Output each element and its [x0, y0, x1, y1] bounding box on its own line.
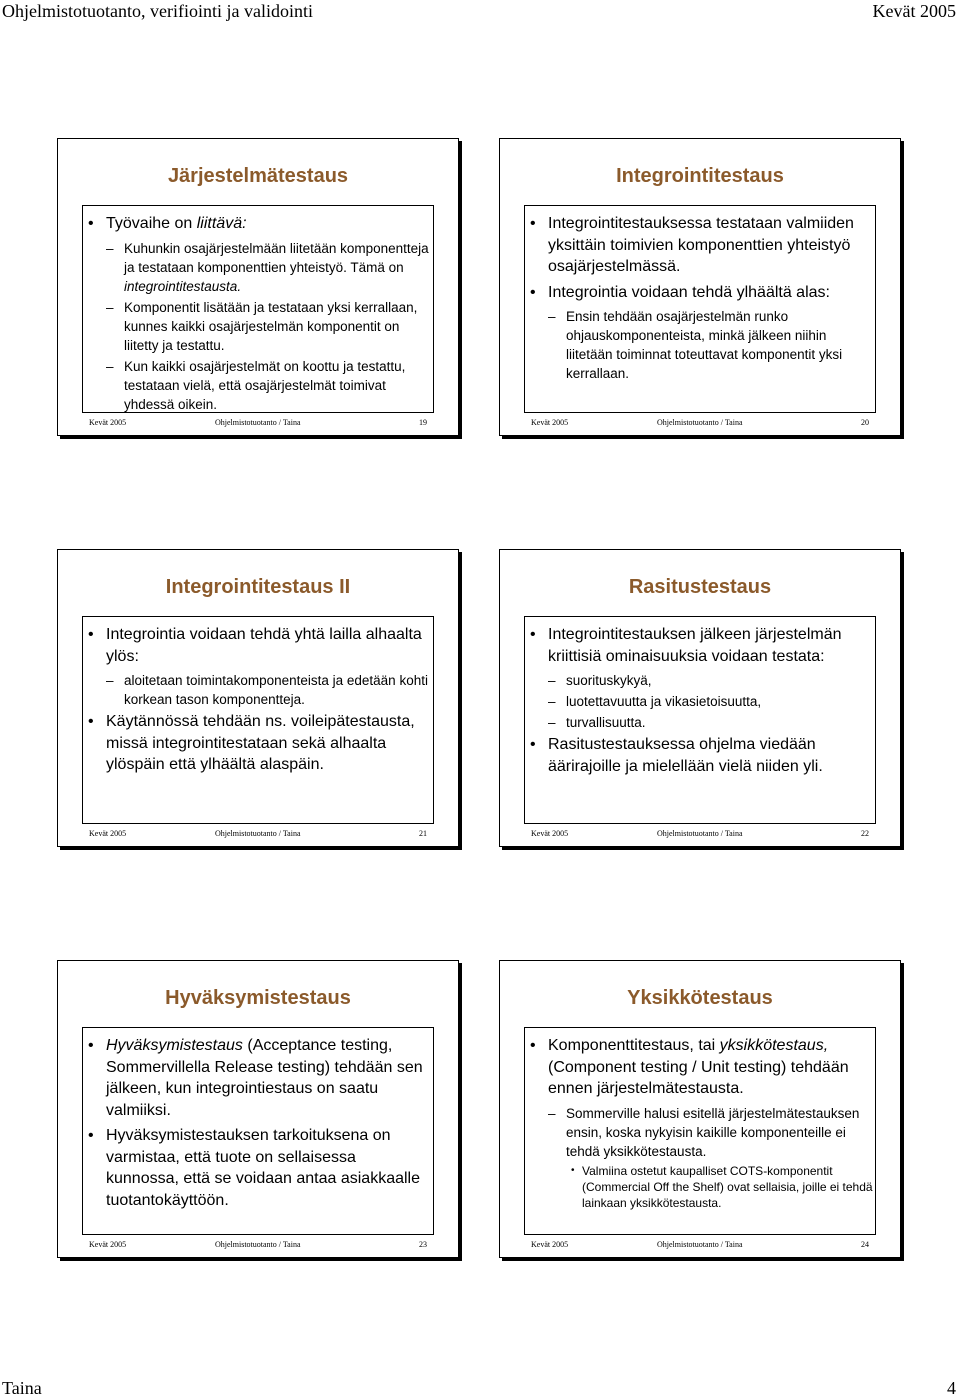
sub-bullet: – suorituskykyä,: [530, 671, 875, 690]
slide-footer: [89, 829, 427, 841]
slide-content: [88, 624, 433, 780]
slide-footer-term: Kevät 2005: [531, 1240, 569, 1249]
slide-title: Yksikkötestaus: [627, 987, 773, 1009]
slide-number: 19: [419, 418, 427, 427]
slide-21: [57, 549, 459, 847]
slide-number: 21: [419, 829, 427, 838]
bullet: [88, 1035, 433, 1121]
slide-22: [499, 549, 901, 847]
slide-footer: [89, 418, 427, 430]
slide-19: [57, 138, 459, 436]
bullet-text: Komponenttitestaus, tai: [548, 1037, 720, 1054]
bullet: • Hyväksymistestauksen tarkoituksena on varmistaa, että tuote on sellaisessa kunnossa, että se voidaan antaa asiakkaalle tuotantokäyttöön.: [88, 1125, 433, 1211]
slide-footer-course: Ohjelmistotuotanto / Taina: [215, 1240, 301, 1249]
bullet: • Integrointitestauksessa testataan valmiiden yksittäin toimivien komponenttien yhteistyö osajärjestelmässä.: [530, 213, 875, 278]
sub-bullet-text: Kuhunkin osajärjestelmään liitetään komponentteja ja testataan komponenttien yhteistyö. Tämä on: [124, 240, 429, 275]
slide-content: [88, 213, 433, 416]
bullet-text: Työvaihe on: [106, 215, 197, 232]
slide-title: Hyväksymistestaus: [165, 987, 351, 1009]
slide-footer: [531, 829, 869, 841]
slide-footer-term: Kevät 2005: [89, 829, 127, 838]
slide-content: [530, 1035, 875, 1213]
bullet: [530, 1035, 875, 1100]
slide-footer-course: Ohjelmistotuotanto / Taina: [657, 418, 743, 427]
bullet: • Käytännössä tehdään ns. voileipätestausta, missä integrointitestataan sekä alhaalta ylöspäin että ylhäältä alaspäin.: [88, 711, 433, 776]
slide-content: [88, 1035, 433, 1215]
page-header: [2, 0, 956, 26]
slide-footer-course: Ohjelmistotuotanto / Taina: [657, 829, 743, 838]
slide-24: [499, 960, 901, 1258]
slide-footer-term: Kevät 2005: [89, 418, 127, 427]
bullet: [88, 213, 433, 235]
sub-bullet: [88, 239, 433, 296]
page-footer: [2, 1378, 956, 1398]
page-number: 4: [947, 1378, 956, 1398]
slide-footer-course: Ohjelmistotuotanto / Taina: [215, 829, 301, 838]
slide-title: Integrointitestaus: [616, 165, 784, 187]
slide-footer: [531, 418, 869, 430]
slide-footer-term: Kevät 2005: [531, 829, 569, 838]
slide-title: Integrointitestaus II: [165, 576, 351, 598]
bullet: • Integrointia voidaan tehdä yhtä lailla alhaalta ylös:: [88, 624, 433, 667]
bullet-text: (Acceptance testing, Sommervillella Release testing) tehdään sen jälkeen, kun integrointiestaus on saatu valmiiksi.: [106, 1037, 423, 1119]
header-term: Kevät 2005: [872, 1, 956, 21]
slide-footer: [89, 1240, 427, 1252]
slide-content: [530, 624, 875, 781]
slide-title: Rasitustestaus: [628, 576, 772, 598]
sub-sub-bullet: • Valmiina ostetut kaupalliset COTS-komponentit (Commercial Off the Shelf) ovat sellaisia, joille ei tehdä lainkaan yksikkötestausta.: [530, 1163, 875, 1211]
bullet-text: (Component testing / Unit testing) tehdään ennen järjestelmätestausta.: [548, 1058, 849, 1097]
sub-bullet: – Ensin tehdään osajärjestelmän runko ohjauskomponenteista, minkä jälkeen niihin liitetään toiminnat toteuttavat komponentit yksi kerrallaan.: [530, 307, 875, 383]
sub-bullet: – Komponentit lisätään ja testataan yksi kerrallaan, kunnes kaikki osajärjestelmän komponentit on liitetty ja testattu.: [88, 298, 433, 355]
slide-footer-term: Kevät 2005: [89, 1240, 127, 1249]
bullet-emphasis: yksikkötestaus,: [719, 1037, 829, 1054]
slide-footer: [531, 1240, 869, 1252]
sub-bullet: – aloitetaan toimintakomponenteista ja edetään kohti korkean tason komponentteja.: [88, 671, 433, 709]
slide-number: 23: [419, 1240, 427, 1249]
slide-content: [530, 213, 875, 385]
bullet: • Rasitustestauksessa ohjelma viedään äärirajoille ja mielellään vielä niiden yli.: [530, 734, 875, 777]
bullet-emphasis: liittävä:: [196, 215, 247, 232]
slide-number: 20: [861, 418, 869, 427]
slide-footer-course: Ohjelmistotuotanto / Taina: [657, 1240, 743, 1249]
slide-number: 24: [861, 1240, 869, 1249]
bullet-emphasis: Hyväksymistestaus: [106, 1037, 243, 1054]
sub-bullet: – turvallisuutta.: [530, 713, 875, 732]
slide-20: [499, 138, 901, 436]
slide-number: 22: [861, 829, 869, 838]
slide-23: [57, 960, 459, 1258]
slide-title: Järjestelmätestaus: [167, 165, 349, 187]
sub-bullet: – luotettavuutta ja vikasietoisuutta,: [530, 692, 875, 711]
bullet: • Integrointitestauksen jälkeen järjestelmän kriittisiä ominaisuuksia voidaan testata:: [530, 624, 875, 667]
slide-footer-term: Kevät 2005: [531, 418, 569, 427]
footer-author: Taina: [2, 1378, 42, 1398]
header-course-title: Ohjelmistotuotanto, verifiointi ja validointi: [2, 1, 313, 21]
sub-bullet: – Kun kaikki osajärjestelmät on koottu ja testattu, testataan vielä, että osajärjestelmät toimivat yhdessä oikein.: [88, 357, 433, 414]
slide-footer-course: Ohjelmistotuotanto / Taina: [215, 418, 301, 427]
bullet: • Integrointia voidaan tehdä ylhäältä alas:: [530, 282, 875, 304]
sub-bullet: – Sommerville halusi esitellä järjestelmätestauksen ensin, koska nykyisin kaikille komponenteille ei tehdä yksikkötestausta.: [530, 1104, 875, 1161]
sub-bullet-emphasis: integrointitestausta.: [124, 278, 242, 294]
